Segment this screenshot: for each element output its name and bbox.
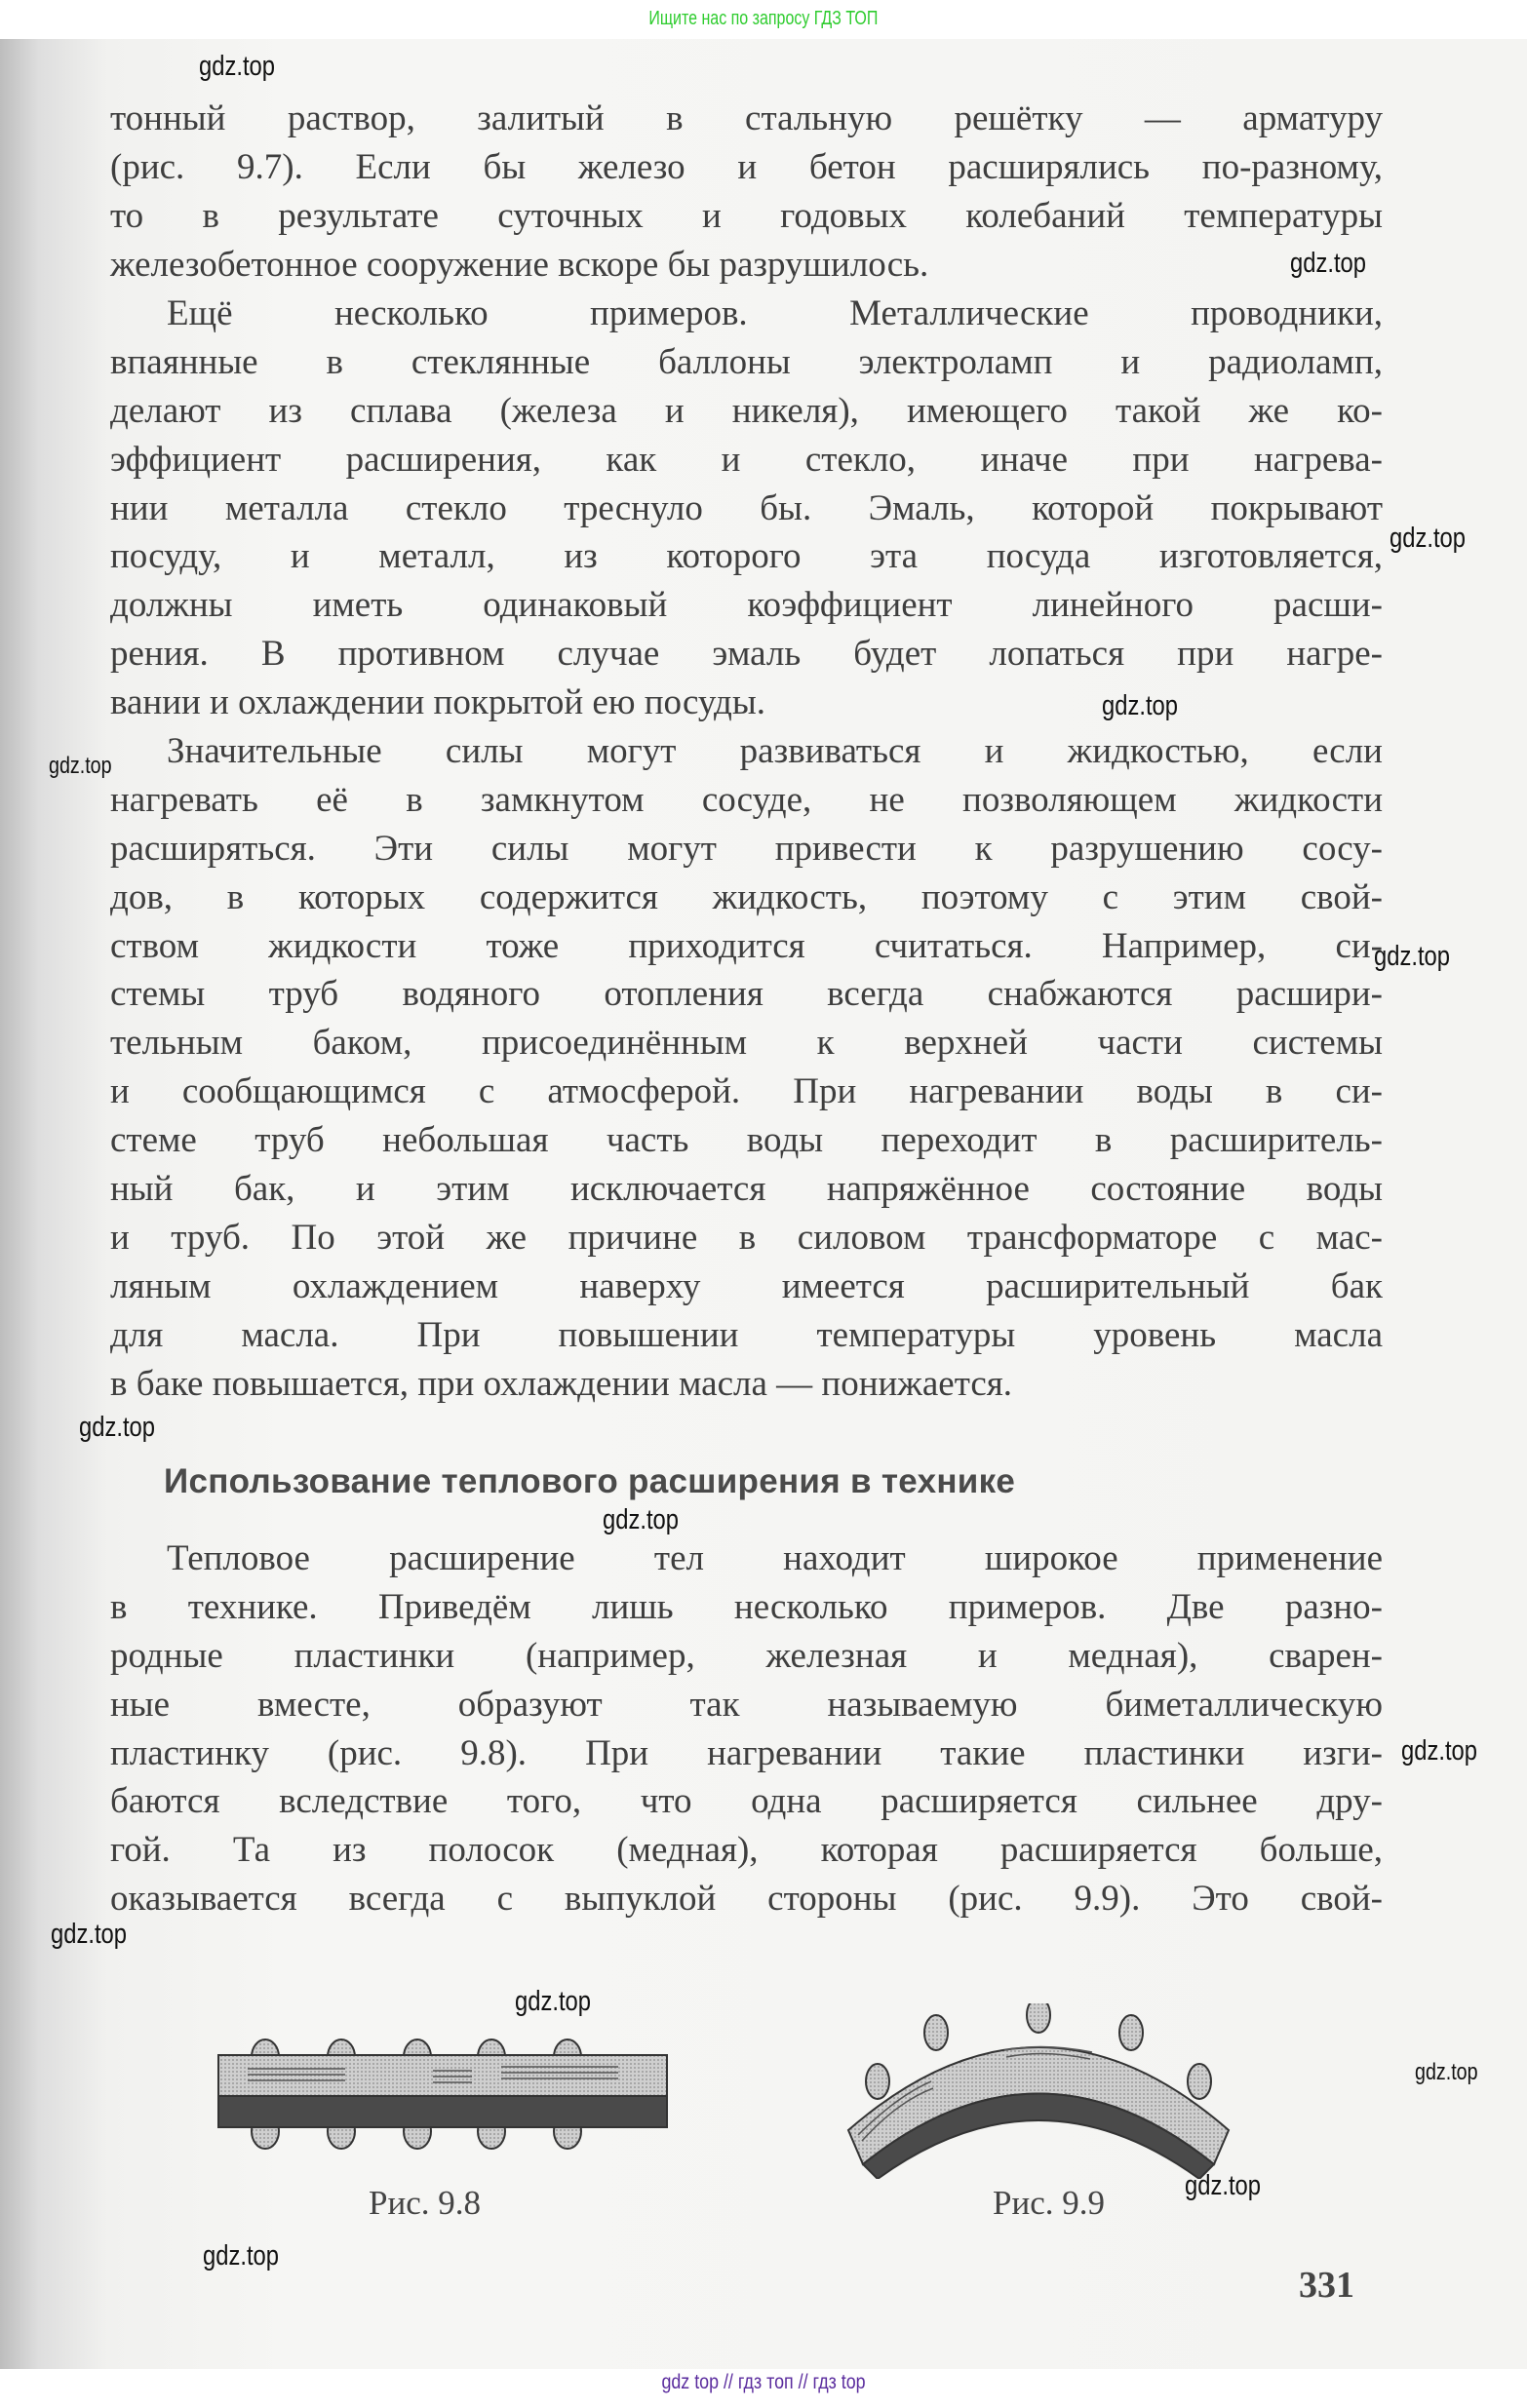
text-line: Тепловое расширение тел находит широкое применение — [167, 1538, 1383, 1578]
top-banner — [0, 0, 1527, 39]
text-line: в технике. Приведём лишь несколько примеров. Две разно- — [110, 1586, 1383, 1627]
text-line: ством жидкости тоже приходится считаться. Например, си- — [110, 925, 1383, 966]
banner-text[interactable]: Ищите нас по запросу ГДЗ ТОП — [648, 8, 879, 29]
text-line: и сообщающимся с атмосферой. При нагревании воды в си- — [110, 1071, 1383, 1112]
text-line: железобетонное сооружение вскоре бы разрушилось. — [110, 244, 929, 285]
watermark: gdz.top — [515, 1986, 592, 2017]
text-line: дов, в которых содержится жидкость, поэтому с этим свой- — [110, 876, 1383, 917]
text-line: ные вместе, образуют так называемую биметаллическую — [110, 1684, 1383, 1725]
watermark: gdz.top — [51, 1919, 128, 1950]
watermark: gdz.top — [79, 1412, 156, 1443]
text-line: и труб. По этой же причине в силовом трансформаторе с мас- — [110, 1217, 1383, 1258]
text-line: то в результате суточных и годовых колебаний температуры — [110, 195, 1383, 236]
watermark: gdz.top — [199, 51, 276, 82]
text-line: посуду, и металл, из которого эта посуда изготовляется, — [110, 536, 1383, 577]
footer-links[interactable]: gdz top // гдз топ // гдз top — [661, 2371, 866, 2393]
text-line: делают из сплава (железа и никеля), имеющего такой же ко- — [110, 390, 1383, 431]
watermark: gdz.top — [1102, 690, 1179, 721]
section-heading: Использование теплового расширения в технике — [164, 1462, 1016, 1500]
watermark: gdz.top — [1401, 1735, 1478, 1767]
text-line: (рис. 9.7). Если бы железо и бетон расширялись по-разному, — [110, 146, 1383, 187]
watermark: gdz.top — [1415, 2059, 1478, 2085]
text-line: ляным охлаждением наверху имеется расширительный бак — [110, 1265, 1383, 1306]
text-line: оказывается всегда с выпуклой стороны (рис. 9.9). Это свой- — [110, 1879, 1383, 1920]
text-line: для масла. При повышении температуры уровень масла — [110, 1314, 1383, 1355]
text-line: родные пластинки (например, железная и медная), сварен- — [110, 1635, 1383, 1676]
text-line: расширяться. Эти силы могут привести к разрушению сосу- — [110, 828, 1383, 869]
figure-9-8-caption: Рис. 9.8 — [369, 2184, 481, 2222]
watermark: gdz.top — [603, 1504, 680, 1535]
text-line: должны иметь одинаковый коэффициент линейного расши- — [110, 585, 1383, 626]
footer — [0, 2371, 1527, 2394]
text-line: вании и охлаждении покрытой ею посуды. — [110, 682, 765, 723]
text-line: стемы труб водяного отопления всегда снабжаются расшири- — [110, 974, 1383, 1015]
figure-9-9-caption: Рис. 9.9 — [993, 2184, 1105, 2222]
paragraph-3 — [110, 727, 1383, 1408]
text-line: в баке повышается, при охлаждении масла — понижается. — [110, 1363, 1013, 1404]
text-line: впаянные в стеклянные баллоны электроламп и радиоламп, — [110, 341, 1383, 382]
watermark: gdz.top — [203, 2240, 280, 2272]
watermark: gdz.top — [1374, 941, 1451, 972]
watermark: gdz.top — [1390, 523, 1467, 554]
text-line: тонный раствор, залитый в стальную решётку — арматуру — [110, 98, 1383, 138]
text-line: гой. Та из полосок (медная), которая расширяется больше, — [110, 1830, 1383, 1871]
figure-9-8-bimetallic-strip — [209, 2036, 677, 2153]
text-line: эффициент расширения, как и стекло, иначе при нагрева- — [110, 439, 1383, 480]
paragraph-1 — [110, 95, 1383, 290]
paragraph-2 — [110, 290, 1383, 727]
text-line: баются вследствие того, что одна расширяется сильнее дру- — [110, 1781, 1383, 1822]
text-line: рения. В противном случае эмаль будет лопаться при нагре- — [110, 634, 1383, 675]
text-line: тельным баком, присоединённым к верхней части системы — [110, 1023, 1383, 1064]
page-number: 331 — [1299, 2265, 1354, 2306]
figure-9-9-bent-strip — [839, 2003, 1248, 2179]
text-line: стеме труб небольшая часть воды переходит в расширитель- — [110, 1120, 1383, 1161]
text-line: нии металла стекло треснуло бы. Эмаль, которой покрывают — [110, 487, 1383, 528]
watermark: gdz.top — [1185, 2170, 1262, 2201]
text-line: Ещё несколько примеров. Металлические проводники, — [167, 293, 1383, 333]
text-line: Значительные силы могут развиваться и жидкостью, если — [167, 731, 1383, 771]
text-line: ный бак, и этим исключается напряжённое состояние воды — [110, 1169, 1383, 1210]
text-line: нагревать её в замкнутом сосуде, не позволяющем жидкости — [110, 779, 1383, 820]
text-line: пластинку (рис. 9.8). При нагревании такие пластинки изги- — [110, 1732, 1383, 1773]
watermark: gdz.top — [49, 753, 112, 779]
watermark: gdz.top — [1290, 248, 1367, 279]
paragraph-4 — [110, 1534, 1383, 1923]
